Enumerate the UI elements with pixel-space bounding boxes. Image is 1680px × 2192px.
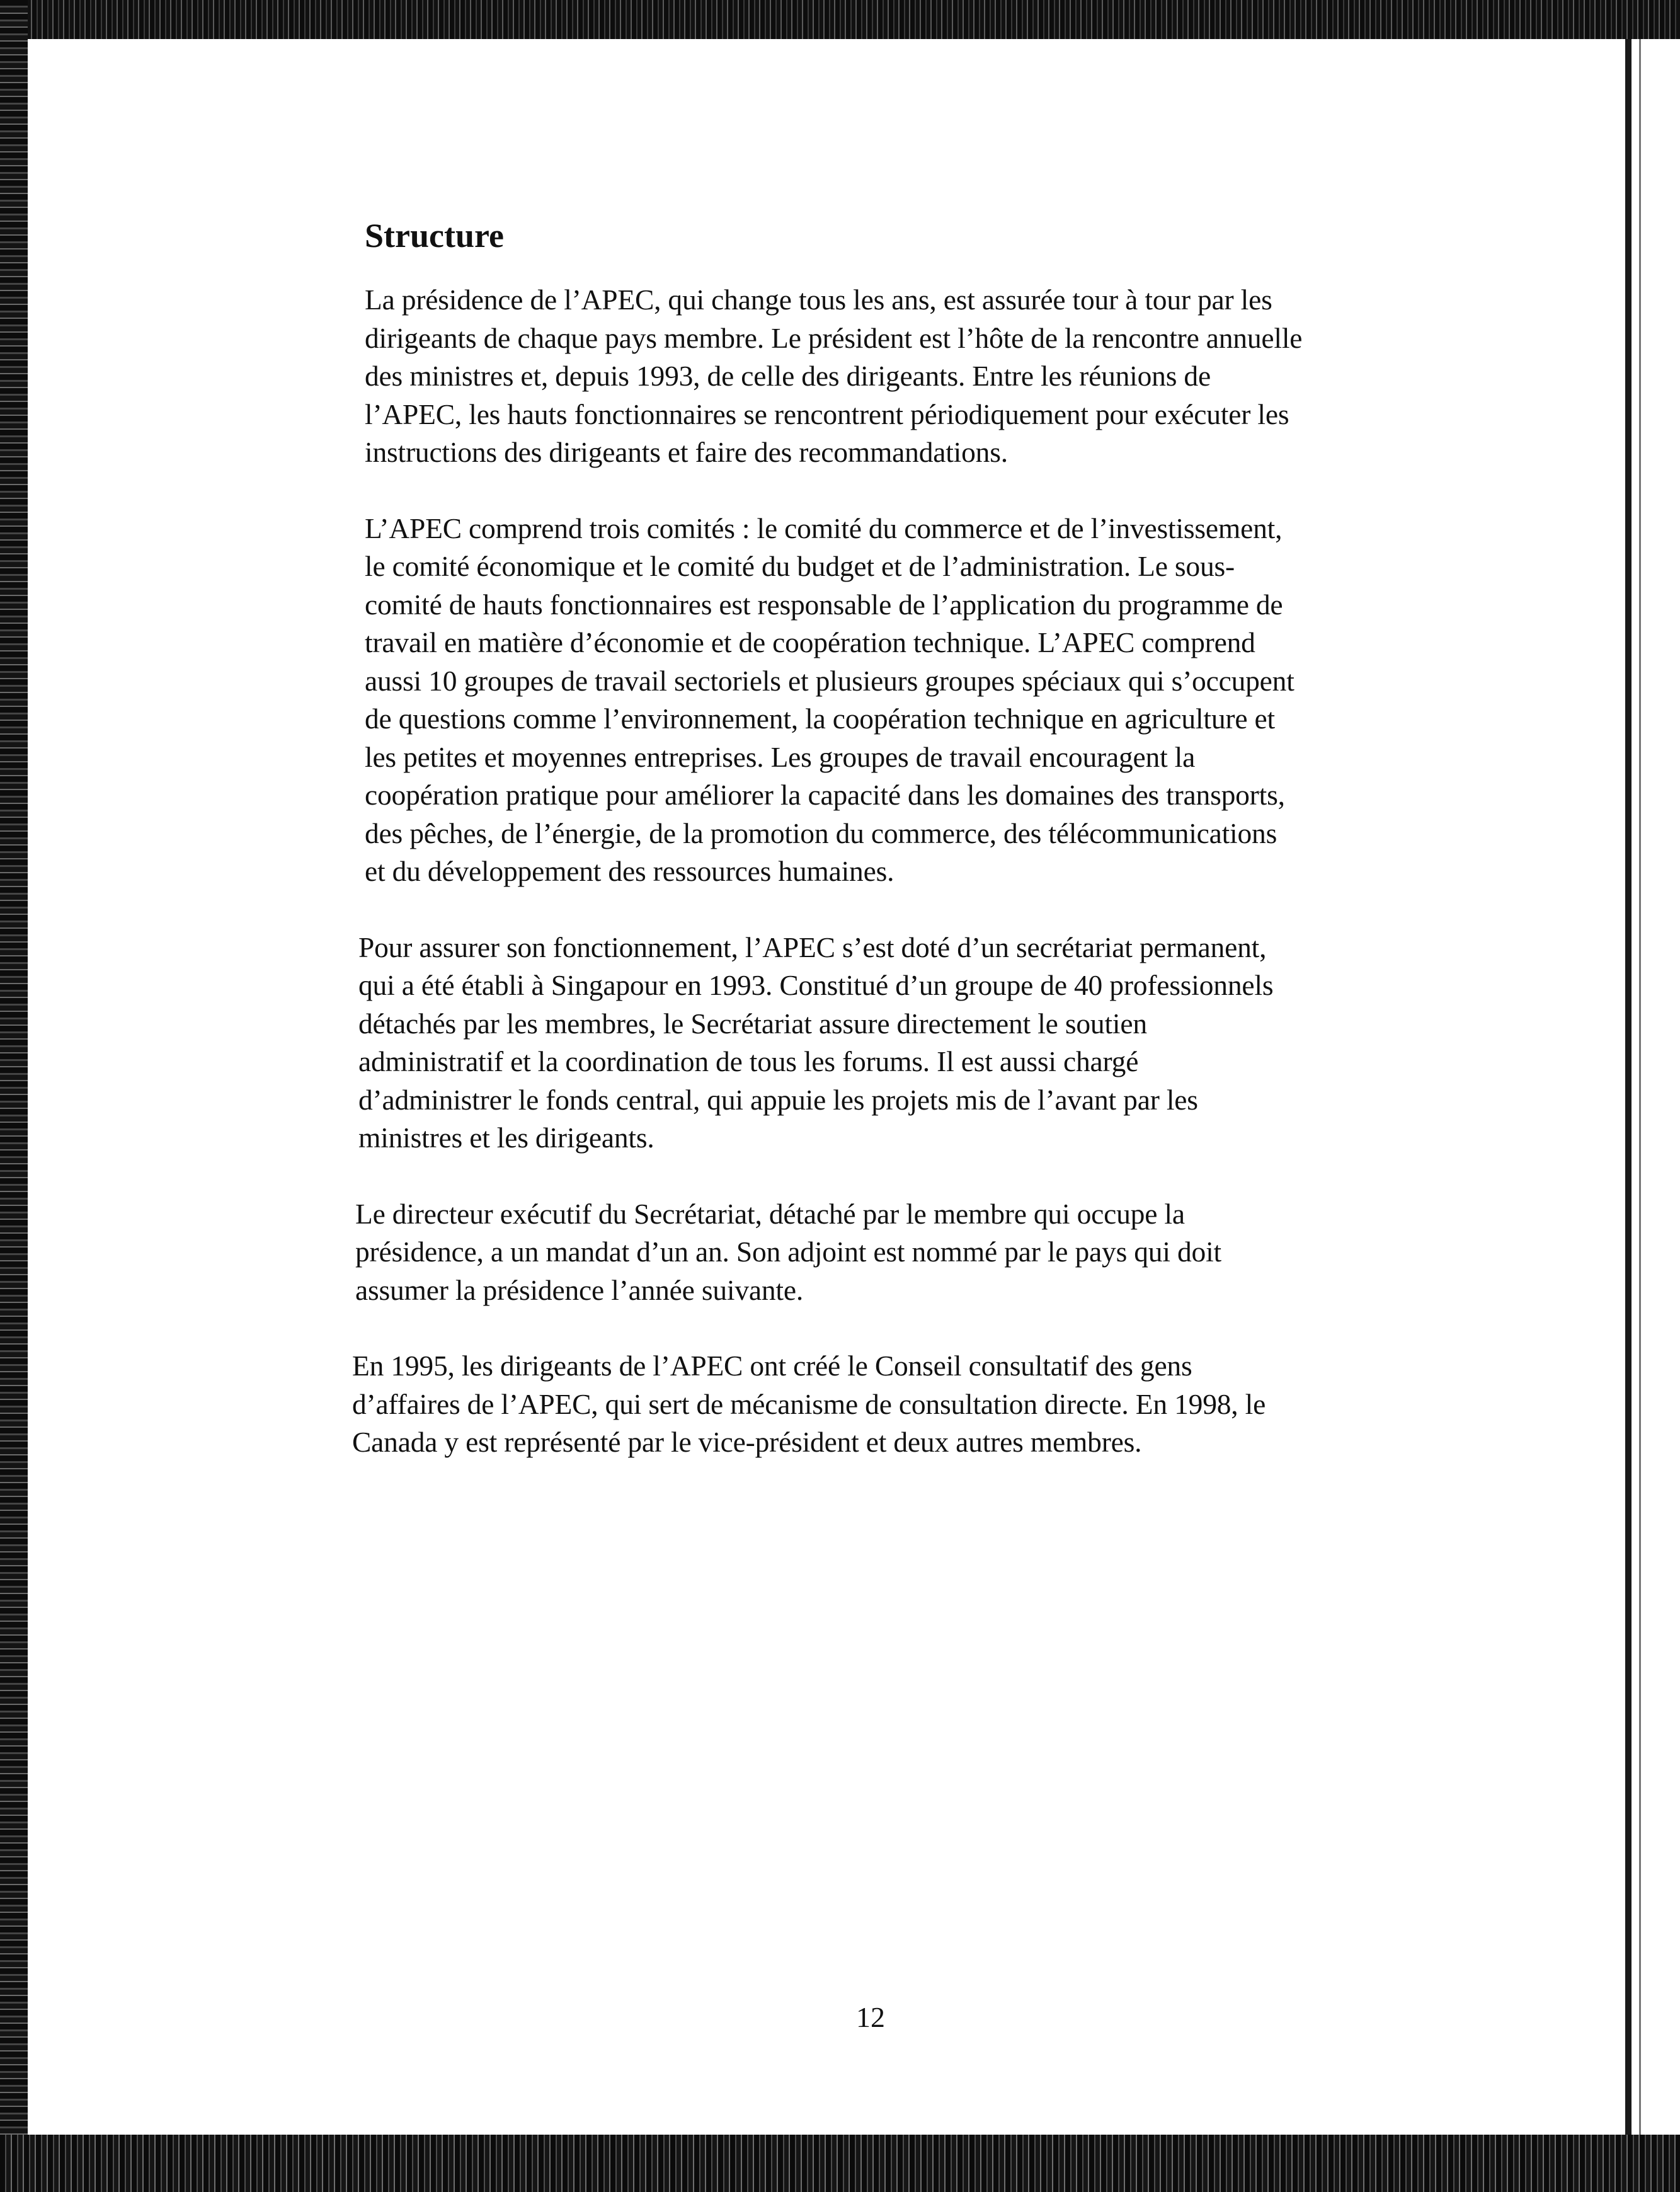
- paragraph-executive-director: [355, 1195, 1464, 1310]
- scan-border-bottom: [0, 2135, 1680, 2192]
- scan-border-left: [0, 0, 28, 2192]
- text-line: qui a été établi à Singapour en 1993. Constitué d’un groupe de 40 professionnels: [358, 969, 1274, 1001]
- text-line: comité de hauts fonctionnaires est responsable de l’application du programme de: [365, 588, 1283, 621]
- paragraph-business-council: [352, 1347, 1464, 1462]
- text-line: administratif et la coordination de tous les forums. Il est aussi chargé: [358, 1045, 1139, 1077]
- document-body: [352, 215, 1464, 1500]
- text-line: des ministres et, depuis 1993, de celle des dirigeants. Entre les réunions de: [365, 360, 1211, 392]
- section-heading: Structure: [365, 217, 504, 255]
- text-line: En 1995, les dirigeants de l’APEC ont créé le Conseil consultatif des gens: [352, 1350, 1192, 1382]
- document-page: [28, 39, 1624, 2135]
- text-line: les petites et moyennes entreprises. Les groupes de travail encouragent la: [365, 740, 1196, 773]
- text-line: coopération pratique pour améliorer la capacité dans les domaines des transports,: [365, 779, 1285, 811]
- text-line: dirigeants de chaque pays membre. Le président est l’hôte de la rencontre annuelle: [365, 321, 1303, 354]
- text-line: travail en matière d’économie et de coopération technique. L’APEC comprend: [365, 626, 1255, 658]
- text-line: d’affaires de l’APEC, qui sert de mécanisme de consultation directe. En 1998, le: [352, 1387, 1266, 1420]
- paragraph-secretariat: [355, 929, 1464, 1157]
- text-line: Pour assurer son fonctionnement, l’APEC s’est doté d’un secrétariat permanent,: [358, 931, 1267, 963]
- text-line: instructions des dirigeants et faire des recommandations.: [365, 436, 1008, 468]
- text-line: L’APEC comprend trois comités : le comité du commerce et de l’investissement,: [365, 512, 1283, 544]
- text-line: d’administrer le fonds central, qui appuie les projets mis de l’avant par les: [358, 1083, 1198, 1116]
- text-line: l’APEC, les hauts fonctionnaires se rencontrent périodiquement pour exécuter les: [365, 398, 1289, 430]
- text-line: présidence, a un mandat d’un an. Son adjoint est nommé par le pays qui doit: [355, 1236, 1221, 1268]
- text-line: La présidence de l’APEC, qui change tous les ans, est assurée tour à tour par les: [365, 284, 1272, 316]
- text-line: assumer la présidence l’année suivante.: [355, 1273, 804, 1306]
- scan-border-top: [0, 0, 1680, 39]
- paragraph-presidency: [355, 281, 1464, 472]
- scan-border-right: [1624, 39, 1680, 2135]
- text-line: Canada y est représenté par le vice-président et deux autres membres.: [352, 1426, 1142, 1458]
- text-line: ministres et les dirigeants.: [358, 1122, 654, 1154]
- text-line: et du développement des ressources humaines.: [365, 855, 894, 887]
- text-line: le comité économique et le comité du budget et de l’administration. Le sous-: [365, 550, 1235, 582]
- text-line: des pêches, de l’énergie, de la promotion du commerce, des télécommunications: [365, 817, 1277, 849]
- text-line: aussi 10 groupes de travail sectoriels et plusieurs groupes spéciaux qui s’occupent: [365, 664, 1294, 697]
- text-line: Le directeur exécutif du Secrétariat, détaché par le membre qui occupe la: [355, 1197, 1185, 1230]
- paragraph-committees: [355, 510, 1464, 891]
- text-line: de questions comme l’environnement, la coopération technique en agriculture et: [365, 703, 1275, 735]
- page-number: 12: [856, 2001, 885, 2033]
- text-line: détachés par les membres, le Secrétariat assure directement le soutien: [358, 1007, 1147, 1040]
